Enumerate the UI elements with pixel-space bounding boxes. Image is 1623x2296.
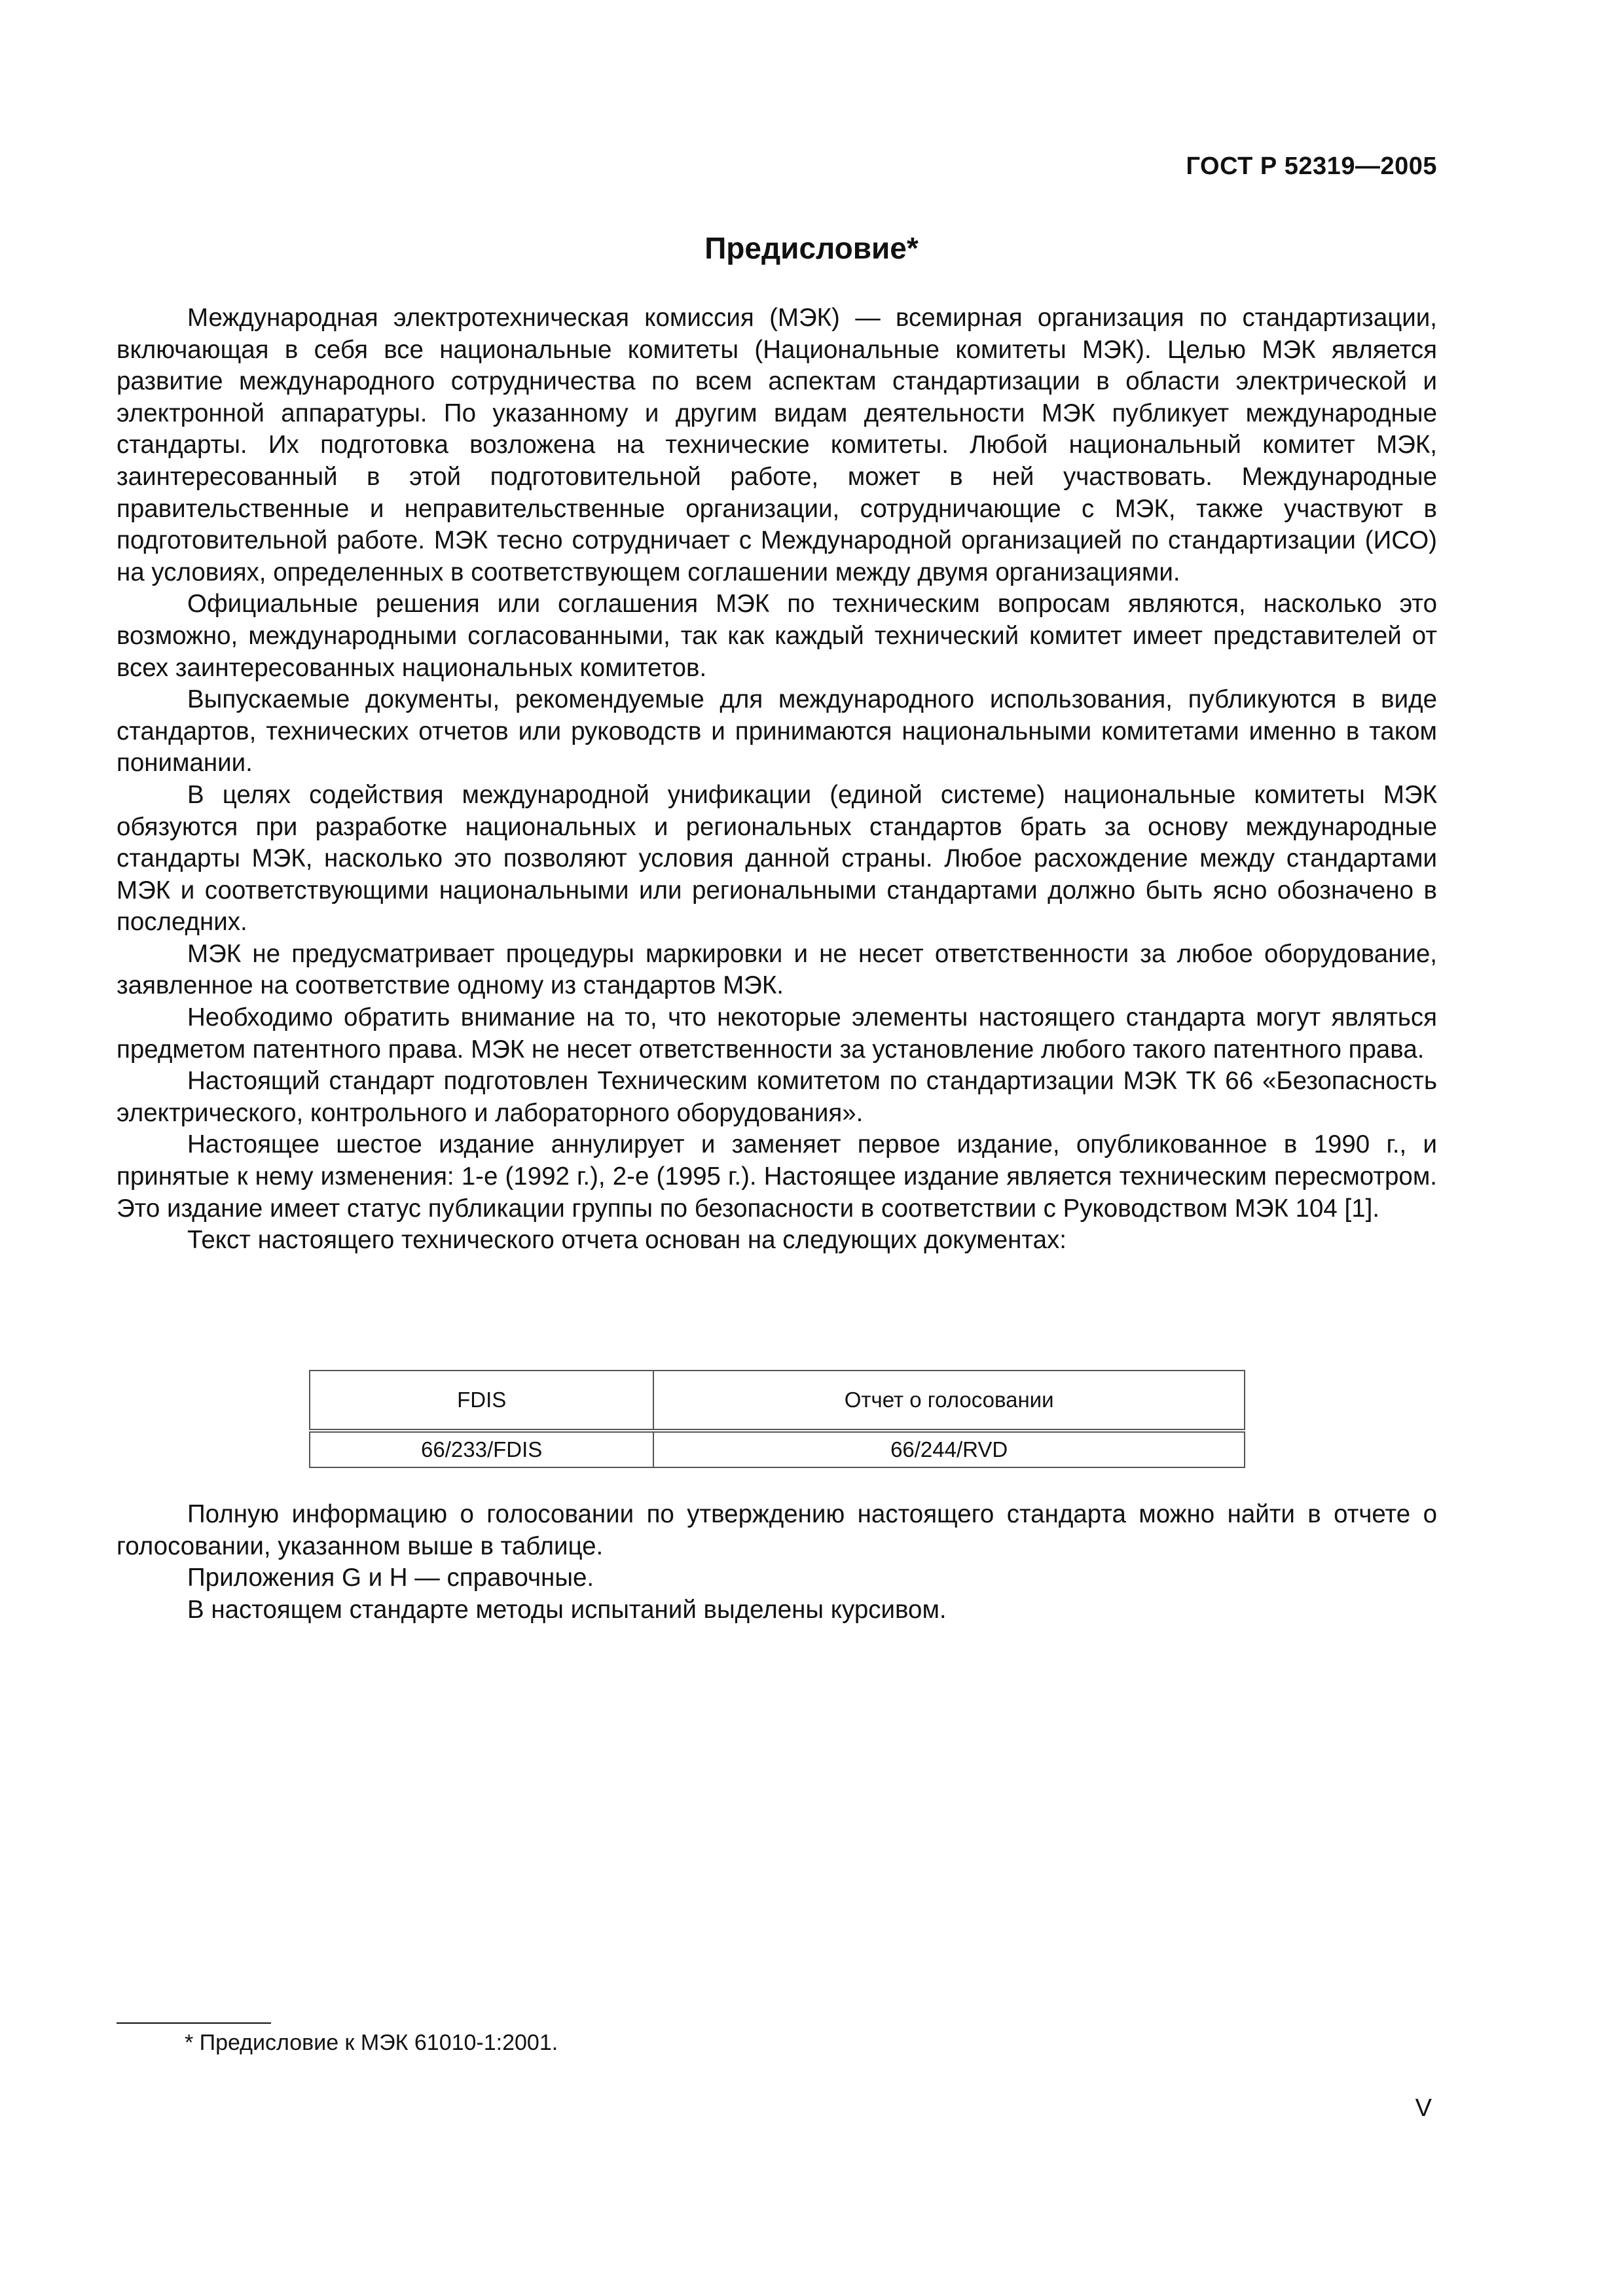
paragraph-unification: В целях содействия международной унификации (единой системе) национальные комитеты МЭК обязуются при разработке национальных и региональных стандартов брать за основу международные стандарты МЭК, насколько это позволяют условия данной страны. Любое расхождение между стандартами МЭК и соответствующими национальными или региональными стандартами должно быть ясно обозначено в последних.	[117, 780, 1437, 937]
table-cell-fdis: 66/233/FDIS	[310, 1431, 653, 1467]
foreword-body	[117, 302, 1437, 1257]
table-cell-rvd: 66/244/RVD	[653, 1431, 1245, 1467]
paragraph-issued-documents: Выпускаемые документы, рекомендуемые для международного использования, публикуются в виде стандартов, технических отчетов или руководств и принимаются национальными комитетами именно в таком понимании.	[117, 685, 1437, 778]
paragraph-sixth-edition: Настоящее шестое издание аннулирует и заменяет первое издание, опубликованное в 1990 г., и принятые к нему изменения: 1-е (1992 г.), 2-е (1995 г.). Настоящее издание является техническим пересмотром. Это издание имеет статус публикации группы по безопасности в соответствии с Руководством МЭК 104 [1].	[117, 1130, 1437, 1223]
table-header-row	[310, 1371, 1245, 1431]
paragraph-tc66: Настоящий стандарт подготовлен Техническим комитетом по стандартизации МЭК ТК 66 «Безопасность электрического, контрольного и лабораторного оборудования».	[117, 1067, 1437, 1127]
paragraph-patent: Необходимо обратить внимание на то, что некоторые элементы настоящего стандарта могут являться предметом патентного права. МЭК не несет ответственности за установление любого такого патентного права.	[117, 1003, 1437, 1064]
table-header-voting-report: Отчет о голосовании	[653, 1371, 1245, 1431]
foreword-after-table	[117, 1499, 1437, 1626]
table-header-fdis: FDIS	[310, 1371, 653, 1431]
footnote: * Предисловие к МЭК 61010-1:2001.	[185, 2030, 558, 2055]
table-row	[310, 1431, 1245, 1467]
paragraph-marking: МЭК не предусматривает процедуры маркировки и не несет ответственности за любое оборудование, заявленное на соответствие одному из стандартов МЭК.	[117, 939, 1437, 1000]
page-number: V	[1415, 2094, 1432, 2122]
voting-documents-table	[309, 1370, 1245, 1468]
paragraph-official-decisions: Официальные решения или соглашения МЭК по техническим вопросам являются, насколько это возможно, международными согласованными, так как каждый технический комитет имеет представителей от всех заинтересованных национальных комитетов.	[117, 590, 1437, 682]
page-title: Предисловие*	[704, 231, 919, 265]
paragraph-iec-intro: Международная электротехническая комиссия (МЭК) — всемирная организация по стандартизации, включающая в себя все национальные комитеты (Национальные комитеты МЭК). Целью МЭК является развитие международного сотрудничества по всем аспектам стандартизации в области электрической и электронной аппаратуры. По указанному и другим видам деятельности МЭК публикует международные стандарты. Их подготовка возложена на технические комитеты. Любой национальный комитет МЭК, заинтересованный в этой подготовительной работе, может в ней участвовать. Международные правительственные и неправительственные организации, сотрудничающие с МЭК, также участвуют в подготовительной работе. МЭК тесно сотрудничает с Международной организацией по стандартизации (ИСО) на условиях, определенных в соответствующем соглашении между двумя организациями.	[117, 304, 1437, 586]
document-code: ГОСТ Р 52319—2005	[1186, 152, 1437, 180]
paragraph-voting-info: Полную информацию о голосовании по утверждению настоящего стандарта можно найти в отчете о голосовании, указанном выше в таблице.	[117, 1500, 1437, 1560]
footnote-separator	[117, 2022, 271, 2024]
paragraph-italics-note: В настоящем стандарте методы испытаний выделены курсивом.	[187, 1595, 947, 1624]
paragraph-annexes: Приложения G и H — справочные.	[187, 1564, 594, 1592]
paragraph-based-on: Текст настоящего технического отчета основан на следующих документах:	[187, 1226, 1067, 1255]
